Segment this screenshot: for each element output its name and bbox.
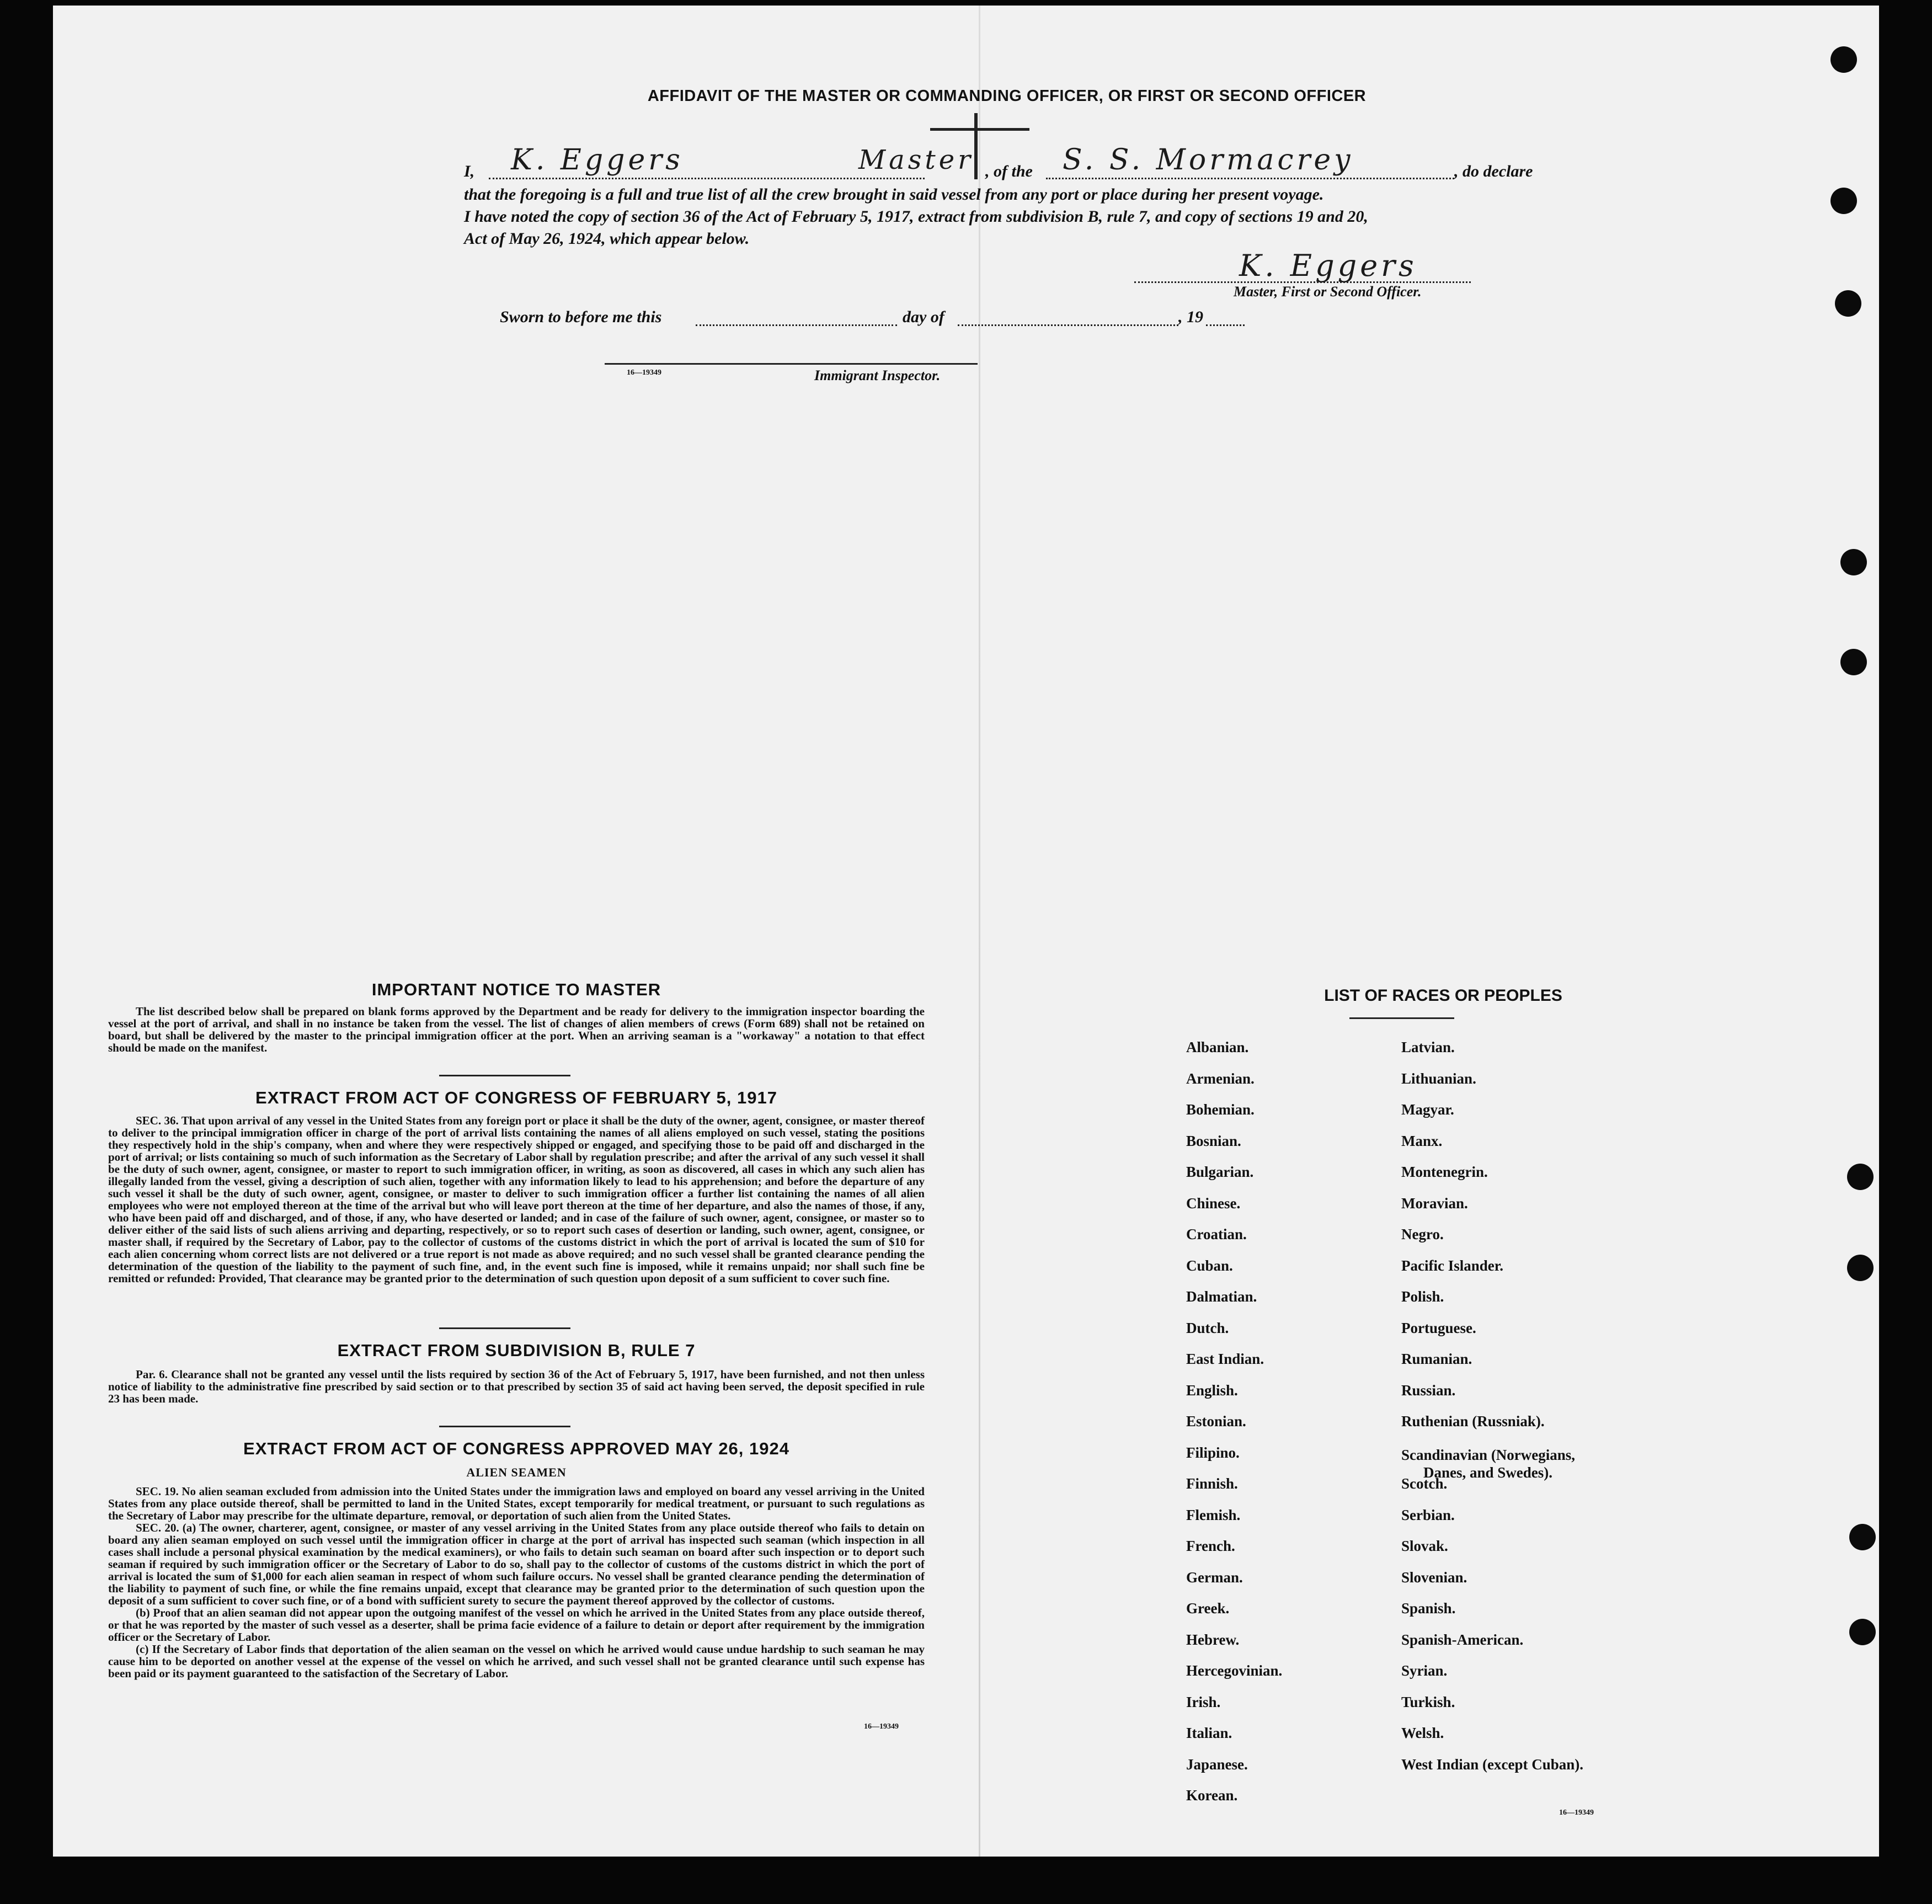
notice-title: IMPORTANT NOTICE TO MASTER (371, 980, 661, 999)
race-item: Magyar. (1401, 1101, 1454, 1118)
race-item: Turkish. (1401, 1693, 1455, 1710)
binder-hole (1830, 46, 1857, 73)
sworn-date-line (696, 324, 897, 326)
race-item: Welsh. (1401, 1725, 1444, 1741)
sworn-year-line (1206, 324, 1245, 326)
race-item: Korean. (1186, 1787, 1238, 1804)
race-item: Lithuanian. (1401, 1070, 1476, 1087)
separator-3 (439, 1426, 570, 1427)
race-item: Hebrew. (1186, 1631, 1240, 1648)
race-item: Syrian. (1401, 1662, 1448, 1679)
race-item: Chinese. (1186, 1194, 1241, 1212)
race-item: Polish. (1401, 1288, 1444, 1305)
race-item: Scandinavian (Norwegians, (1401, 1446, 1576, 1463)
race-item: Scotch. (1401, 1475, 1448, 1492)
race-item: West Indian (except Cuban). (1401, 1756, 1584, 1773)
signature-line (1134, 281, 1471, 283)
master-signature: K. Eggers (1239, 248, 1417, 283)
races-title: LIST OF RACES OR PEOPLES (1324, 986, 1562, 1005)
affidavit-form-number: 16—19349 (627, 369, 661, 377)
name-line (489, 178, 925, 179)
page-fold (979, 6, 980, 1857)
binder-hole (1847, 1164, 1874, 1190)
binder-hole (1849, 1524, 1876, 1550)
vessel-name: S. S. Mormacrey (1063, 143, 1354, 177)
notice-text (108, 1005, 925, 1054)
race-item: Bulgarian. (1186, 1164, 1254, 1180)
race-item: Estonian. (1186, 1413, 1246, 1430)
binder-hole (1849, 1619, 1876, 1645)
sec-20a-paragraph: SEC. 20. (a) The owner, charterer, agent, consignee, or master of any vessel arriving in the United States from any place outside thereof who fails to detain on board any alien seaman employed on such vessel until the immigration officer in charge at the port of arrival has inspected such seaman (which inspection in all cases shall include a personal physical examination by the medical examiners), or who fails to detain such seaman on board after such inspection or to deport such seaman if required by such immigration officer or the Secretary of Labor to do so, shall pay to the collector of customs of the customs district in which the port of arrival is located the sum of $1,000 for each alien seaman in respect of whom such failure occurs. No vessel shall be granted clearance pending the determination of the liability to payment of such fine, or while the fine remains unpaid, except that clearance may be granted prior to the determination of such question upon the deposit of a sum sufficient to cover such fine, or of a bond with sufficient surety to secure the payment thereof approved by the collector of customs. (108, 1521, 925, 1607)
race-item: Danes, and Swedes). (1423, 1464, 1553, 1481)
vessel-line (1046, 178, 1454, 179)
race-item: Pacific Islander. (1401, 1257, 1503, 1274)
binder-hole (1830, 188, 1857, 214)
separator-1 (439, 1075, 570, 1076)
extract-1924-text (108, 1485, 925, 1679)
race-item: Russian. (1401, 1382, 1456, 1399)
race-item: Latvian. (1401, 1039, 1455, 1055)
sworn-label: Sworn to before me this (500, 308, 662, 326)
race-item: Montenegrin. (1401, 1164, 1488, 1180)
notice-paragraph: The list described below shall be prepared on blank forms approved by the Department and be ready for delivery to the immigration inspector boarding the vessel at the port of arrival, and shall in no instance be taken from the vessel. The list of changes of alien members of crews (Form 689) shall not be retained on board, but shall be delivered by the master to the principal immigration officer at the port. When an arriving seaman is a "workaway" a notation to that effect should be made on the manifest. (108, 1005, 925, 1054)
affidavit-i: I, (464, 162, 475, 180)
cross-mark-bar (930, 128, 1029, 131)
extract-1924-title: EXTRACT FROM ACT OF CONGRESS APPROVED MAY 26, 1924 (243, 1439, 789, 1458)
binder-hole (1835, 290, 1861, 317)
race-item: Moravian. (1401, 1194, 1468, 1212)
race-item: Armenian. (1186, 1070, 1255, 1087)
master-name: K. Eggers (511, 143, 684, 177)
race-item: Dalmatian. (1186, 1288, 1257, 1305)
race-item: Bosnian. (1186, 1132, 1241, 1149)
extract-1924-form-number: 16—19349 (864, 1722, 899, 1731)
race-item: Cuban. (1186, 1257, 1233, 1274)
extract-1917-text (108, 1114, 925, 1284)
day-of-label: day of (903, 308, 944, 326)
year-prefix: , 19 (1178, 308, 1203, 326)
extract-1917-paragraph: SEC. 36. That upon arrival of any vessel in the United States from any foreign port or place it shall be the duty of the owner, agent, consignee, or master thereof to deliver to the principal immigration officer in charge of the port of arrival lists containing the names of all aliens employed on such vessel, stating the positions they respectively hold in the ship's company, when and where they were respectively shipped or engaged, and specifying those to be paid off and discharged in the port of arrival; or lists containing so much of such information as the Secretary of Labor shall by regulation prescribe; and after the arrival of any such vessel it shall be the duty of such owner, agent, consignee, or master to report to such immigration officer, in writing, as soon as discovered, all cases in which any such alien has illegally landed from the vessel, giving a description of such alien, together with any information likely to lead to his apprehension; and before the departure of any such vessel it shall be the duty of such owner, agent, consignee, or master to deliver to such immigration officer a further list containing the names of all alien employees who were not employed thereon at the time of the arrival but who will leave port thereon at the time of her departure, and also the names of those, if any, who have been paid off and discharged, and of those, if any, who have deserted or landed; and in case of the failure of such owner, agent, consignee, or master so to deliver either of the said lists of such aliens arriving and departing, respectively, or so to report such cases of desertion or landing, such owner, agent, consignee, or master shall, if required by the Secretary of Labor, pay to the collector of customs of the customs district in which the port of arrival is located the sum of $10 for each alien concerning whom correct lists are not delivered or a true report is not made as above required; and no such vessel shall be granted clearance pending the determination of the question of the liability to the payment of such fine, and, in the event such fine is imposed, while it remains unpaid; nor shall such fine be remitted or refunded: Provided, That clearance may be granted prior to the determination of such question upon deposit of a sum sufficient to cover such fine. (108, 1114, 925, 1285)
binder-hole (1840, 649, 1867, 675)
races-form-number: 16—19349 (1559, 1809, 1594, 1817)
of-the-label: , of the (985, 162, 1033, 180)
race-item: Portuguese. (1401, 1319, 1476, 1336)
race-item: Hercegovinian. (1186, 1662, 1283, 1679)
race-item: Greek. (1186, 1600, 1230, 1617)
race-item: Ruthenian (Russniak). (1401, 1413, 1545, 1430)
race-item: Flemish. (1186, 1506, 1241, 1523)
document-page (53, 6, 1879, 1857)
race-item: Dutch. (1186, 1319, 1229, 1336)
cross-mark (974, 113, 978, 179)
races-separator (1349, 1017, 1454, 1019)
extract-1917-title: EXTRACT FROM ACT OF CONGRESS OF FEBRUARY 5, 1917 (255, 1088, 777, 1107)
signature-caption: Master, First or Second Officer. (1234, 284, 1422, 300)
affidavit-line-2: that the foregoing is a full and true list of all the crew brought in said vessel from any port or place during her present voyage. (464, 185, 1324, 204)
race-item: French. (1186, 1538, 1235, 1554)
affidavit-line-3: I have noted the copy of section 36 of the Act of February 5, 1917, extract from subdivision B, rule 7, and copy of sections 19 and 20, (464, 207, 1368, 226)
race-item: English. (1186, 1382, 1238, 1399)
sec-20c-paragraph: (c) If the Secretary of Labor finds that deportation of the alien seaman on the vessel on which he arrived would cause undue hardship to such seaman he may cause him to be deported on another vessel at the expense of the vessel on which he arrived, and such vessel shall not be granted clearance until such expense has been paid or its payment guaranteed to the satisfaction of the Secretary of Labor. (108, 1642, 925, 1680)
affidavit-line-4: Act of May 26, 1924, which appear below. (464, 230, 750, 248)
race-item: Croatian. (1186, 1226, 1247, 1242)
extract-rule7-title: EXTRACT FROM SUBDIVISION B, RULE 7 (337, 1341, 696, 1360)
race-item: Slovenian. (1401, 1569, 1467, 1586)
affidavit-title: AFFIDAVIT OF THE MASTER OR COMMANDING OFFICER, OR FIRST OR SECOND OFFICER (647, 87, 1367, 105)
do-declare-label: , do declare (1454, 162, 1533, 180)
extract-rule7-text (108, 1368, 925, 1405)
binder-hole (1840, 549, 1867, 575)
race-item: Finnish. (1186, 1475, 1238, 1492)
race-item: German. (1186, 1569, 1243, 1586)
race-item: Rumanian. (1401, 1351, 1472, 1367)
extract-rule7-paragraph: Par. 6. Clearance shall not be granted any vessel until the lists required by section 36 of the Act of February 5, 1917, have been furnished, and not then unless notice of liability to the administrative fine prescribed by said section or to that prescribed by section 35 of said act having been served, the deposit specified in rule 23 has been made. (108, 1368, 925, 1405)
race-item: Filipino. (1186, 1444, 1240, 1461)
race-item: Irish. (1186, 1693, 1221, 1710)
race-item: Slovak. (1401, 1538, 1448, 1554)
sec-20b-paragraph: (b) Proof that an alien seaman did not appear upon the outgoing manifest of the vessel on which he arrived in the United States from any place outside thereof, or that he was reported by the master of such vessel as a deserter, shall be prima facie evidence of a failure to detain or deport after requirement by the immigration officer or the Secretary of Labor. (108, 1606, 925, 1644)
binder-hole (1847, 1255, 1874, 1281)
sec-19-paragraph: SEC. 19. No alien seaman excluded from admission into the United States under the immigration laws and employed on board any vessel arriving in the United States from any place outside thereof, shall be permitted to land in the United States, except temporarily for medical treatment, or pursuant to such regulations as the Secretary of Labor may prescribe for the ultimate departure, removal, or deportation of such alien from the United States. (108, 1485, 925, 1522)
race-item: Serbian. (1401, 1506, 1455, 1523)
race-item: Bohemian. (1186, 1101, 1255, 1118)
race-item: Spanish. (1401, 1600, 1456, 1617)
extract-1924-subtitle: ALIEN SEAMEN (466, 1465, 567, 1479)
race-item: Albanian. (1186, 1039, 1249, 1055)
master-rank: Master (858, 145, 974, 175)
race-item: East Indian. (1186, 1351, 1264, 1367)
sworn-month-line (958, 324, 1178, 326)
race-item: Spanish-American. (1401, 1631, 1524, 1648)
race-item: Manx. (1401, 1132, 1443, 1149)
inspector-line (605, 363, 978, 365)
race-item: Italian. (1186, 1725, 1232, 1741)
race-item: Japanese. (1186, 1756, 1248, 1773)
race-item: Negro. (1401, 1226, 1444, 1242)
separator-2 (439, 1327, 570, 1329)
inspector-caption: Immigrant Inspector. (814, 367, 941, 383)
